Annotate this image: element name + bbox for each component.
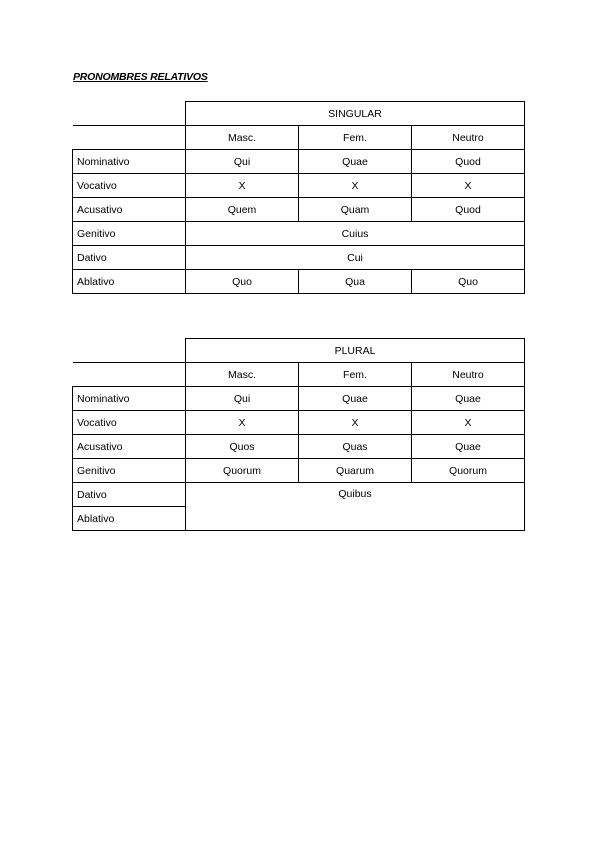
plural-table [72, 338, 525, 531]
table-row [73, 411, 525, 435]
case-label: Acusativo [73, 435, 186, 459]
case-label: Acusativo [73, 198, 186, 222]
case-label: Vocativo [73, 174, 186, 198]
case-label: Genitivo [73, 222, 186, 246]
corner-cell [73, 126, 186, 150]
gender-header-neut: Neutro [412, 363, 525, 387]
table-row [73, 387, 525, 411]
table-row [73, 174, 525, 198]
cell-all-genders: Cuius [186, 222, 525, 246]
number-header: PLURAL [186, 339, 525, 363]
cell-masc: Qui [186, 387, 299, 411]
table-row [73, 102, 525, 126]
cell-neut: Quae [412, 435, 525, 459]
cell-neut: Quae [412, 387, 525, 411]
number-header: SINGULAR [186, 102, 525, 126]
gender-header-neut: Neutro [412, 126, 525, 150]
page-title: PRONOMBRES RELATIVOS [73, 71, 208, 83]
gender-header-fem: Fem. [299, 126, 412, 150]
table-row [73, 222, 525, 246]
cell-all-genders: Quibus [186, 483, 525, 531]
case-label: Ablativo [73, 507, 186, 531]
case-label: Genitivo [73, 459, 186, 483]
table-row [73, 435, 525, 459]
cell-fem: Quas [299, 435, 412, 459]
cell-masc: Qui [186, 150, 299, 174]
cell-neut: Quorum [412, 459, 525, 483]
gender-header-fem: Fem. [299, 363, 412, 387]
corner-cell [73, 339, 186, 363]
cell-masc: Quorum [186, 459, 299, 483]
cell-neut: X [412, 411, 525, 435]
gender-header-masc: Masc. [186, 363, 299, 387]
cell-all-genders: Cui [186, 246, 525, 270]
cell-fem: Quae [299, 150, 412, 174]
table-row [73, 339, 525, 363]
case-label: Dativo [73, 483, 186, 507]
cell-neut: Quod [412, 198, 525, 222]
cell-neut: Quo [412, 270, 525, 294]
table-row [73, 459, 525, 483]
cell-fem: Quarum [299, 459, 412, 483]
table-row [73, 483, 525, 507]
cell-fem: Quae [299, 387, 412, 411]
table-row [73, 198, 525, 222]
cell-neut: X [412, 174, 525, 198]
table-row [73, 246, 525, 270]
case-label: Ablativo [73, 270, 186, 294]
case-label: Dativo [73, 246, 186, 270]
cell-fem: Quam [299, 198, 412, 222]
gender-header-masc: Masc. [186, 126, 299, 150]
cell-fem: Qua [299, 270, 412, 294]
case-label: Vocativo [73, 411, 186, 435]
case-label: Nominativo [73, 150, 186, 174]
table-row [73, 150, 525, 174]
singular-table [72, 101, 525, 294]
corner-cell [73, 363, 186, 387]
table-row [73, 270, 525, 294]
cell-masc: Quo [186, 270, 299, 294]
case-label: Nominativo [73, 387, 186, 411]
cell-masc: Quos [186, 435, 299, 459]
cell-masc: Quem [186, 198, 299, 222]
table-row [73, 363, 525, 387]
cell-masc: X [186, 174, 299, 198]
table-row [73, 126, 525, 150]
cell-fem: X [299, 411, 412, 435]
cell-fem: X [299, 174, 412, 198]
corner-cell [73, 102, 186, 126]
cell-neut: Quod [412, 150, 525, 174]
cell-masc: X [186, 411, 299, 435]
